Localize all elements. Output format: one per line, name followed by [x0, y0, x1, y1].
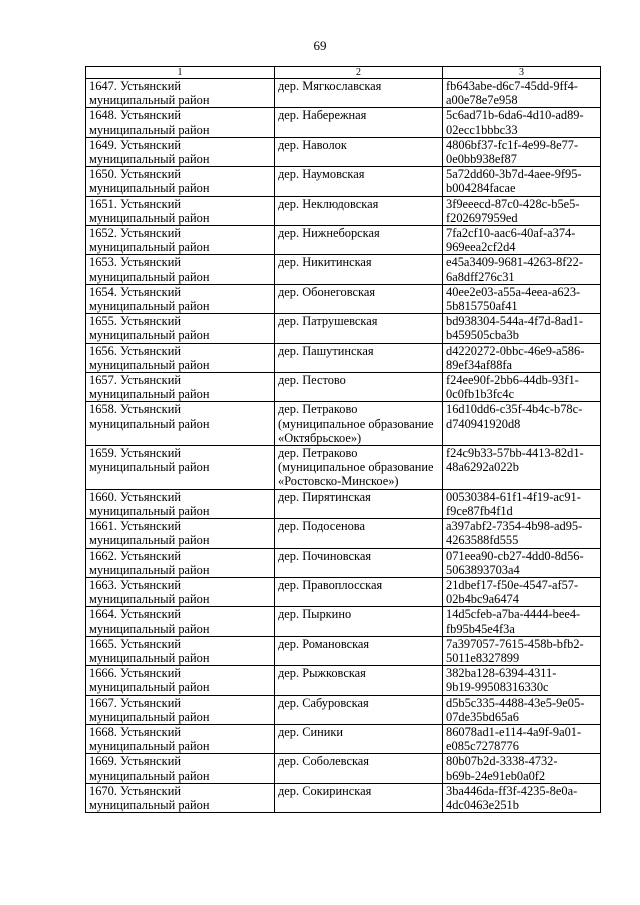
district-type: муниципальный район — [89, 650, 210, 665]
row-number-and-district — [89, 446, 272, 460]
table-row — [86, 446, 601, 490]
guid-cell — [443, 446, 601, 490]
guid-cell — [443, 695, 601, 724]
settlement-cell — [275, 314, 443, 343]
district-cell — [86, 519, 275, 548]
row-number: 1664. — [89, 607, 117, 622]
settlement-cell — [275, 402, 443, 446]
guid-code: 5a72dd60-3b7d-4aee-9f95- — [446, 167, 582, 182]
guid-code: 02ecc1bbbc33 — [446, 122, 518, 137]
guid-cell — [443, 402, 601, 446]
guid-cell — [443, 489, 601, 518]
settlement-name: дер. Синики — [278, 724, 344, 739]
settlement-name: дер. Подосенова — [278, 519, 365, 534]
settlement-name: дер. Обонеговская — [278, 284, 376, 299]
guid-cell — [443, 783, 601, 812]
row-number: 1669. — [89, 754, 117, 769]
settlement-cell — [275, 137, 443, 166]
settlement-name: дер. Пирятинская — [278, 489, 371, 504]
guid-code: b459505cba3b — [446, 328, 519, 343]
guid-cell — [443, 284, 601, 313]
guid-code: d5b5c335-4488-43e5-9e05- — [446, 695, 585, 710]
row-number: 1662. — [89, 548, 117, 563]
row-number-and-district — [89, 784, 272, 798]
row-number-and-district — [89, 519, 272, 533]
row-number-and-district — [89, 255, 272, 269]
settlement-name: «Октябрьское») — [278, 430, 362, 445]
guid-code: 6a8dff276c31 — [446, 269, 515, 284]
district-cell — [86, 666, 275, 695]
table-row — [86, 373, 601, 402]
settlement-registry-table — [85, 66, 601, 813]
guid-code: d740941920d8 — [446, 416, 521, 431]
settlement-cell — [275, 343, 443, 372]
row-number-and-district — [89, 754, 272, 768]
row-number: 1657. — [89, 373, 117, 388]
district-name: Устьянский — [120, 343, 181, 358]
row-number-and-district — [89, 666, 272, 680]
district-type: муниципальный район — [89, 621, 210, 636]
settlement-name: дер. Петраково — [278, 402, 358, 417]
district-cell — [86, 695, 275, 724]
district-name: Устьянский — [120, 373, 181, 388]
guid-code: 80b07b2d-3338-4732- — [446, 754, 558, 769]
guid-cell — [443, 137, 601, 166]
district-cell — [86, 724, 275, 753]
guid-code: 02b4bc9a6474 — [446, 592, 519, 607]
district-name: Устьянский — [120, 137, 181, 152]
guid-code: 00530384-61f1-4f19-ac91- — [446, 489, 581, 504]
district-type: муниципальный район — [89, 152, 210, 167]
guid-code: 14d5cfeb-a7ba-4444-bee4- — [446, 607, 581, 622]
row-number-and-district — [89, 79, 272, 93]
district-cell — [86, 137, 275, 166]
settlement-cell — [275, 446, 443, 490]
guid-code: 4dc0463e251b — [446, 797, 519, 812]
guid-cell — [443, 79, 601, 108]
settlement-cell — [275, 754, 443, 783]
settlement-name: дер. Рыжковская — [278, 666, 366, 681]
guid-cell — [443, 577, 601, 606]
row-number: 1654. — [89, 284, 117, 299]
guid-code: e45a3409-9681-4263-8f22- — [446, 255, 583, 270]
district-type: муниципальный район — [89, 299, 210, 314]
district-name: Устьянский — [120, 446, 181, 461]
table-row — [86, 196, 601, 225]
table-row — [86, 402, 601, 446]
district-name: Устьянский — [120, 314, 181, 329]
district-name: Устьянский — [120, 724, 181, 739]
district-name: Устьянский — [120, 636, 181, 651]
row-number: 1647. — [89, 79, 117, 93]
district-name: Устьянский — [120, 577, 181, 592]
guid-cell — [443, 724, 601, 753]
settlement-cell — [275, 373, 443, 402]
guid-code: fb643abe-d6c7-45dd-9ff4- — [446, 79, 578, 93]
table-row — [86, 314, 601, 343]
guid-code: 9b19-99508316330c — [446, 680, 549, 695]
settlement-name: дер. Набережная — [278, 108, 367, 123]
district-name: Устьянский — [120, 548, 181, 563]
settlement-name: (муниципальное образование — [278, 416, 434, 431]
row-number: 1653. — [89, 255, 117, 270]
district-type: муниципальный район — [89, 680, 210, 695]
guid-cell — [443, 373, 601, 402]
row-number-and-district — [89, 402, 272, 416]
guid-cell — [443, 255, 601, 284]
guid-cell — [443, 196, 601, 225]
settlement-cell — [275, 783, 443, 812]
settlement-name: дер. Правоплосская — [278, 577, 383, 592]
row-number-and-district — [89, 637, 272, 651]
district-cell — [86, 489, 275, 518]
guid-code: 0c0fb1b3fc4c — [446, 387, 515, 402]
table-row — [86, 226, 601, 255]
guid-code: 07de35bd65a6 — [446, 709, 519, 724]
district-type: муниципальный район — [89, 768, 210, 783]
page-number: 69 — [313, 38, 327, 53]
table-row — [86, 255, 601, 284]
row-number: 1658. — [89, 402, 117, 417]
row-number-and-district — [89, 197, 272, 211]
settlement-cell — [275, 167, 443, 196]
guid-code: 21dbef17-f50e-4547-af57- — [446, 577, 579, 592]
district-type: муниципальный район — [89, 387, 210, 402]
table-row — [86, 754, 601, 783]
guid-code: fb95b45e4f3a — [446, 621, 515, 636]
guid-cell — [443, 548, 601, 577]
guid-cell — [443, 754, 601, 783]
district-type: муниципальный район — [89, 357, 210, 372]
table-row — [86, 548, 601, 577]
row-number: 1651. — [89, 196, 117, 211]
column-number-row — [86, 67, 601, 79]
settlement-name: дер. Сабуровская — [278, 695, 369, 710]
table-row — [86, 79, 601, 108]
table-row — [86, 783, 601, 812]
settlement-cell — [275, 666, 443, 695]
guid-code: 4806bf37-fc1f-4e99-8e77- — [446, 137, 579, 152]
row-number: 1663. — [89, 577, 117, 592]
guid-code: 48a6292a022b — [446, 460, 519, 475]
district-cell — [86, 402, 275, 446]
settlement-name: «Ростовско-Минское») — [278, 474, 399, 489]
settlement-cell — [275, 519, 443, 548]
district-name: Устьянский — [120, 519, 181, 534]
guid-code: 4263588fd555 — [446, 533, 519, 548]
settlement-name: дер. Починовская — [278, 548, 372, 563]
settlement-name: (муниципальное образование — [278, 460, 434, 475]
settlement-name: дер. Пестово — [278, 373, 346, 388]
district-name: Устьянский — [120, 226, 181, 241]
district-type: муниципальный район — [89, 210, 210, 225]
settlement-cell — [275, 548, 443, 577]
guid-code: 0e0bb938ef87 — [446, 152, 517, 167]
guid-cell — [443, 607, 601, 636]
settlement-cell — [275, 226, 443, 255]
guid-cell — [443, 519, 601, 548]
guid-code: 86078ad1-e114-4a9f-9a01- — [446, 724, 582, 739]
settlement-cell — [275, 724, 443, 753]
row-number-and-district — [89, 578, 272, 592]
row-number: 1666. — [89, 666, 117, 681]
district-name: Устьянский — [120, 402, 181, 417]
settlement-name: дер. Петраково — [278, 446, 358, 461]
row-number: 1648. — [89, 108, 117, 123]
settlement-cell — [275, 695, 443, 724]
row-number-and-district — [89, 490, 272, 504]
district-name: Устьянский — [120, 108, 181, 123]
row-number: 1668. — [89, 724, 117, 739]
district-cell — [86, 636, 275, 665]
settlement-cell — [275, 196, 443, 225]
table-row — [86, 607, 601, 636]
row-number: 1665. — [89, 636, 117, 651]
guid-code: b004284facae — [446, 181, 516, 196]
guid-code: 382ba128-6394-4311- — [446, 666, 557, 681]
district-cell — [86, 314, 275, 343]
column-header-2: 2 — [275, 67, 443, 79]
district-type: муниципальный район — [89, 240, 210, 255]
guid-code: 969eea2cf2d4 — [446, 240, 516, 255]
settlement-name: дер. Патрушевская — [278, 314, 378, 329]
district-cell — [86, 446, 275, 490]
table-row — [86, 636, 601, 665]
district-name: Устьянский — [120, 489, 181, 504]
guid-code: 7a397057-7615-458b-bfb2- — [446, 636, 584, 651]
table-row — [86, 519, 601, 548]
row-number: 1652. — [89, 226, 117, 241]
settlement-name: дер. Никитинская — [278, 255, 372, 270]
settlement-name: дер. Пашутинская — [278, 343, 374, 358]
guid-code: 89ef34af88fa — [446, 357, 513, 372]
row-number-and-district — [89, 344, 272, 358]
district-type: муниципальный район — [89, 269, 210, 284]
district-cell — [86, 343, 275, 372]
row-number: 1650. — [89, 167, 117, 182]
column-header-3: 3 — [443, 67, 601, 79]
settlement-name: дер. Нижнеборская — [278, 226, 380, 241]
row-number-and-district — [89, 138, 272, 152]
guid-code: a00e78e7e958 — [446, 93, 518, 108]
table-row — [86, 284, 601, 313]
district-cell — [86, 607, 275, 636]
guid-code: 3ba446da-ff3f-4235-8e0a- — [446, 783, 578, 798]
district-name: Устьянский — [120, 255, 181, 270]
settlement-cell — [275, 108, 443, 137]
district-name: Устьянский — [120, 196, 181, 211]
table-row — [86, 489, 601, 518]
district-type: муниципальный район — [89, 181, 210, 196]
guid-code: b69b-24e91eb0a0f2 — [446, 768, 546, 783]
settlement-name: дер. Романовская — [278, 636, 370, 651]
row-number-and-district — [89, 285, 272, 299]
guid-code: e085c7278776 — [446, 739, 519, 754]
settlement-cell — [275, 607, 443, 636]
settlement-cell — [275, 577, 443, 606]
table-row — [86, 137, 601, 166]
row-number: 1667. — [89, 695, 117, 710]
guid-code: a397abf2-7354-4b98-ad95- — [446, 519, 583, 534]
district-type: муниципальный район — [89, 460, 210, 475]
settlement-cell — [275, 255, 443, 284]
district-cell — [86, 79, 275, 108]
guid-code: 5c6ad71b-6da6-4d10-ad89- — [446, 108, 584, 123]
guid-code: 5063893703a4 — [446, 562, 520, 577]
settlement-cell — [275, 489, 443, 518]
settlement-cell — [275, 636, 443, 665]
table-row — [86, 343, 601, 372]
guid-cell — [443, 666, 601, 695]
district-type: муниципальный район — [89, 328, 210, 343]
settlement-name: дер. Мягкославская — [278, 79, 382, 93]
guid-code: 3f9eeecd-87c0-428c-b5e5- — [446, 196, 580, 211]
settlement-cell — [275, 284, 443, 313]
column-header-1: 1 — [86, 67, 275, 79]
district-cell — [86, 754, 275, 783]
district-type: муниципальный район — [89, 122, 210, 137]
guid-code: f202697959ed — [446, 210, 518, 225]
row-number: 1660. — [89, 489, 117, 504]
district-name: Устьянский — [120, 783, 181, 798]
guid-cell — [443, 343, 601, 372]
district-name: Устьянский — [120, 666, 181, 681]
district-type: муниципальный район — [89, 709, 210, 724]
district-name: Устьянский — [120, 167, 181, 182]
district-type: муниципальный район — [89, 416, 210, 431]
district-type: муниципальный район — [89, 592, 210, 607]
district-type: муниципальный район — [89, 93, 210, 108]
district-name: Устьянский — [120, 284, 181, 299]
row-number-and-district — [89, 108, 272, 122]
guid-code: 40ee2e03-a55a-4eea-a623- — [446, 284, 581, 299]
district-cell — [86, 577, 275, 606]
row-number-and-district — [89, 167, 272, 181]
table-row — [86, 577, 601, 606]
guid-code: 071eea90-cb27-4dd0-8d56- — [446, 548, 584, 563]
district-name: Устьянский — [120, 79, 181, 93]
district-cell — [86, 783, 275, 812]
row-number-and-district — [89, 314, 272, 328]
guid-code: f24ee90f-2bb6-44db-93f1- — [446, 373, 579, 388]
guid-code: f9ce87fb4f1d — [446, 503, 513, 518]
table-row — [86, 666, 601, 695]
district-cell — [86, 255, 275, 284]
row-number: 1656. — [89, 343, 117, 358]
row-number: 1655. — [89, 314, 117, 329]
row-number: 1670. — [89, 783, 117, 798]
district-type: муниципальный район — [89, 739, 210, 754]
district-name: Устьянский — [120, 754, 181, 769]
table-row — [86, 167, 601, 196]
district-type: муниципальный район — [89, 533, 210, 548]
settlement-name: дер. Пыркино — [278, 607, 352, 622]
district-cell — [86, 373, 275, 402]
district-cell — [86, 196, 275, 225]
guid-cell — [443, 167, 601, 196]
district-cell — [86, 548, 275, 577]
guid-code: 5011e8327899 — [446, 650, 520, 665]
guid-cell — [443, 226, 601, 255]
settlement-name: дер. Соболевская — [278, 754, 369, 769]
row-number-and-district — [89, 373, 272, 387]
guid-cell — [443, 636, 601, 665]
district-type: муниципальный район — [89, 503, 210, 518]
row-number-and-district — [89, 226, 272, 240]
guid-code: bd938304-544a-4f7d-8ad1- — [446, 314, 583, 329]
district-cell — [86, 108, 275, 137]
table-row — [86, 695, 601, 724]
settlement-name: дер. Неклюдовская — [278, 196, 379, 211]
guid-code: 7fa2cf10-aac6-40af-a374- — [446, 226, 576, 241]
settlement-name: дер. Наволок — [278, 137, 347, 152]
row-number: 1659. — [89, 446, 117, 461]
table-row — [86, 724, 601, 753]
settlement-name: дер. Наумовская — [278, 167, 365, 182]
settlement-cell — [275, 79, 443, 108]
guid-code: 16d10dd6-c35f-4b4c-b78c- — [446, 402, 583, 417]
district-name: Устьянский — [120, 695, 181, 710]
guid-cell — [443, 314, 601, 343]
guid-cell — [443, 108, 601, 137]
row-number-and-district — [89, 549, 272, 563]
row-number: 1649. — [89, 137, 117, 152]
row-number-and-district — [89, 725, 272, 739]
guid-code: d4220272-0bbc-46e9-a586- — [446, 343, 585, 358]
district-cell — [86, 284, 275, 313]
settlement-name: дер. Сокиринская — [278, 783, 372, 798]
row-number: 1661. — [89, 519, 117, 534]
district-type: муниципальный район — [89, 797, 210, 812]
district-name: Устьянский — [120, 607, 181, 622]
row-number-and-district — [89, 696, 272, 710]
row-number-and-district — [89, 607, 272, 621]
guid-code: 5b815750af41 — [446, 299, 518, 314]
guid-code: f24c9b33-57bb-4413-82d1- — [446, 446, 584, 461]
district-cell — [86, 167, 275, 196]
district-type: муниципальный район — [89, 562, 210, 577]
district-cell — [86, 226, 275, 255]
table-row — [86, 108, 601, 137]
